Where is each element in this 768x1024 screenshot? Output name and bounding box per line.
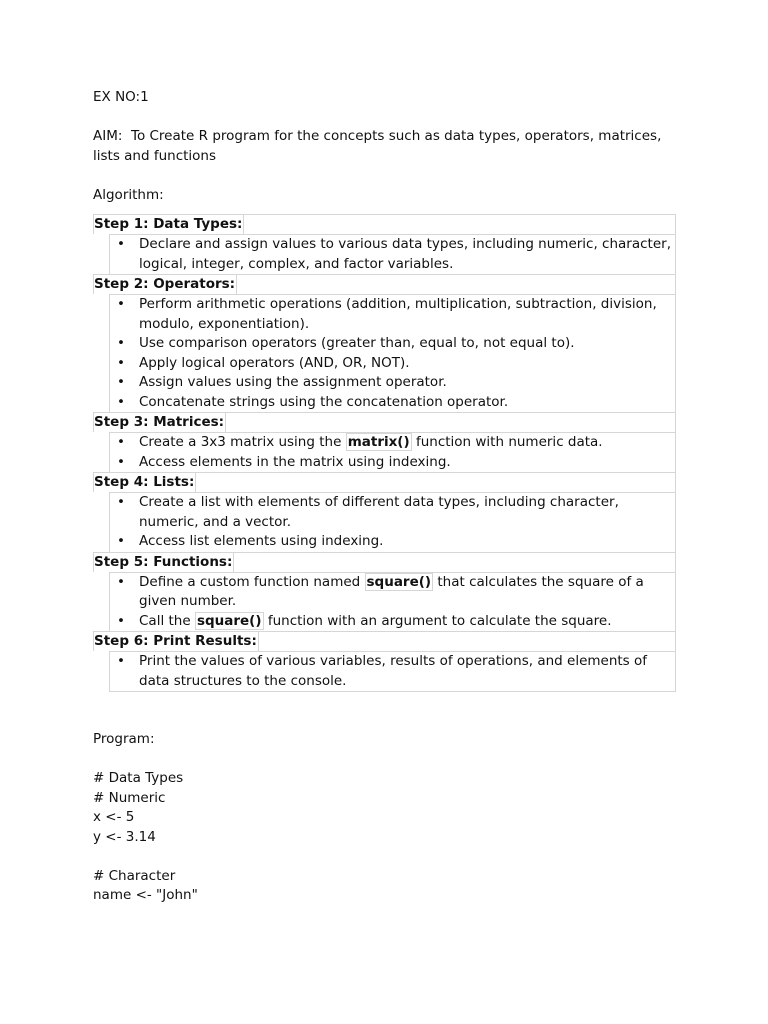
step-body [109,294,676,412]
code-line: # Character [93,867,176,884]
aim-line: AIM: To Create R program for the concepts such as data types, operators, matrices, [93,128,662,144]
list-item [110,373,675,393]
step-body [109,651,676,692]
list-item [110,573,675,612]
list-item [110,652,675,691]
item-text: Access elements in the matrix using indexing. [139,453,451,470]
bullet-icon: • [117,453,125,470]
bullet-icon: • [117,296,125,312]
step-heading [93,552,676,572]
bullet-icon: • [117,374,125,390]
item-text-cont: logical, integer, complex, and factor variables. [139,255,454,272]
step-title: Step 1: Data Types: [94,216,243,232]
code-line: x <- 5 [93,809,135,825]
list-item [110,295,675,334]
item-text-cont: given number. [139,593,237,609]
step-body [109,492,676,552]
item-text-cont: numeric, and a vector. [139,513,292,530]
document-page [93,88,677,906]
item-text: Apply logical operators (AND, OR, NOT). [139,354,410,371]
step-title: Step 4: Lists: [94,474,195,490]
bullet-icon: • [117,612,125,629]
function-keyword: matrix() [347,434,410,450]
step-body [109,572,676,632]
step-title: Step 3: Matrices: [94,414,225,430]
bullet-icon: • [117,573,125,590]
step-heading [93,274,676,294]
bullet-icon: • [117,354,125,371]
item-text: function with numeric data. [411,434,603,450]
aim-line-cont: lists and functions [93,147,217,164]
step-heading [93,472,676,492]
bullet-icon: • [117,236,125,252]
item-text: Create a list with elements of different data types, including character, [139,494,619,510]
item-text: Use comparison operators (greater than, equal to, not equal to). [139,335,575,351]
step-heading [93,214,676,234]
list-item [110,532,675,552]
step-title: Step 2: Operators: [94,276,236,292]
step-title: Step 6: Print Results: [94,633,257,649]
exercise-number: EX NO:1 [93,89,149,105]
step-body [109,432,676,472]
step-heading [93,412,676,432]
list-item [110,493,675,532]
item-text-cont: modulo, exponentiation). [139,315,310,332]
code-line: # Data Types [93,770,184,786]
code-line: # Numeric [93,789,166,806]
function-keyword: square() [196,612,262,629]
code-line: name <- "John" [93,887,198,903]
item-text: Create a 3x3 matrix using the [139,434,346,450]
list-item [110,453,675,473]
item-text: Declare and assign values to various data types, including numeric, character, [139,236,671,252]
code-line [93,847,677,867]
item-text: Access list elements using indexing. [139,533,384,549]
list-item [110,354,675,374]
list-item [110,334,675,354]
item-text: Concatenate strings using the concatenation operator. [139,393,509,410]
function-keyword: square() [366,573,432,590]
bullet-icon: • [117,434,125,450]
item-text: Define a custom function named [139,573,365,590]
algorithm-steps-table [93,214,676,692]
bullet-icon: • [117,335,125,351]
item-text-cont: data structures to the console. [139,672,347,689]
bullet-icon: • [117,494,125,510]
program-code [93,769,677,906]
item-text: Call the [139,612,195,629]
item-text: Perform arithmetic operations (addition, multiplication, subtraction, division, [139,296,657,312]
item-text: Assign values using the assignment operator. [139,374,447,390]
bullet-icon: • [117,653,125,669]
list-item [110,433,675,453]
list-item [110,393,675,413]
code-line: y <- 3.14 [93,828,156,845]
algorithm-label: Algorithm: [93,186,164,203]
item-text: function with an argument to calculate the square. [263,612,612,629]
bullet-icon: • [117,533,125,549]
step-title: Step 5: Functions: [94,553,233,570]
program-section [93,730,677,906]
program-label: Program: [93,731,155,747]
item-text: Print the values of various variables, results of operations, and elements of [139,653,648,669]
list-item [110,235,675,274]
step-body [109,234,676,274]
item-text: that calculates the square of a [433,573,644,590]
bullet-icon: • [117,393,125,410]
list-item [110,612,675,632]
step-heading [93,631,676,651]
